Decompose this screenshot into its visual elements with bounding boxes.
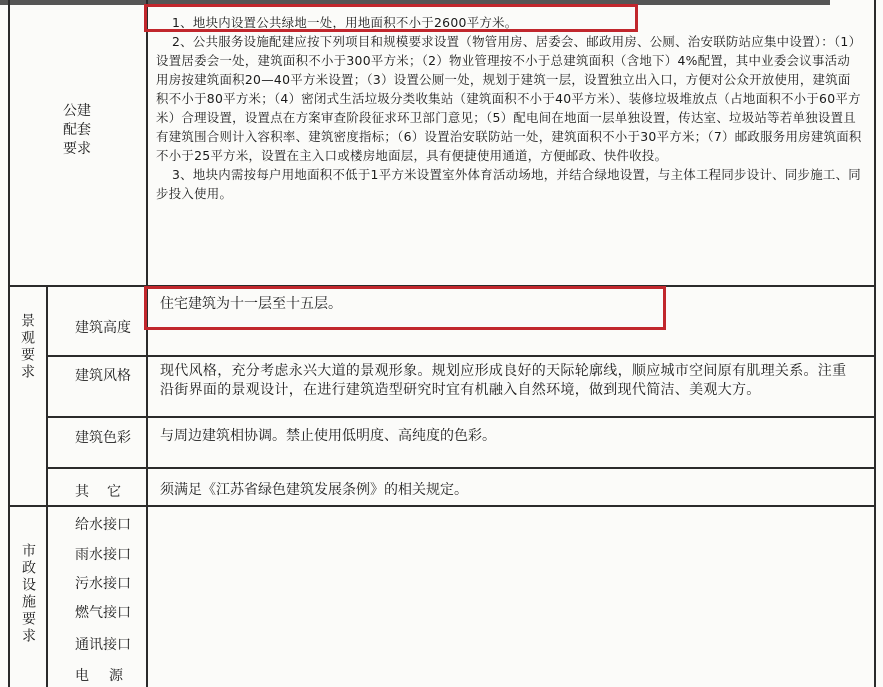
row-label-rainwater: 雨水接口	[75, 547, 131, 563]
other-content: 须满足《江苏省绿色建筑发展条例》的相关规定。	[160, 482, 468, 498]
row-divider	[46, 355, 876, 357]
row-label-sewage: 污水接口	[75, 576, 131, 592]
row-label-water-supply: 给水接口	[75, 517, 131, 533]
row-label-other: 其 它	[75, 484, 123, 500]
municipal-section-label: 市政设施要求	[20, 543, 36, 645]
row-label-telecom: 通讯接口	[75, 637, 131, 653]
public-facilities-label: 公建 配套 要求	[63, 103, 91, 157]
section-column-divider	[46, 287, 48, 687]
building-color-content: 与周边建筑相协调。禁止使用低明度、高纯度的色彩。	[160, 428, 496, 444]
building-style-content: 现代风格，充分考虑永兴大道的景观形象。规划应形成良好的天际轮廓线，顺应城市空间原有肌理关系。注重沿街界面的景观设计，在进行建筑造型研究时宜有机融入自然环境，做到现代简洁、美观大方。	[160, 363, 847, 398]
left-border	[8, 0, 10, 687]
row-label-power: 电 源	[75, 668, 126, 684]
row-divider	[46, 416, 876, 418]
row-label-building-style: 建筑风格	[75, 368, 131, 384]
highlight-box-greenspace	[144, 4, 638, 32]
row-divider	[46, 467, 876, 469]
row-label-building-color: 建筑色彩	[75, 430, 131, 446]
landscape-municipal-divider	[8, 505, 876, 507]
building-height-content: 住宅建筑为十一层至十五层。	[160, 296, 342, 312]
row-label-building-height: 建筑高度	[75, 320, 131, 336]
public-facilities-item-1: 1、地块内设置公共绿地一处，用地面积不小于2600平方米。	[172, 15, 518, 30]
content-column-divider	[146, 0, 148, 687]
landscape-section-label: 景观要求	[19, 313, 35, 381]
right-border	[874, 0, 876, 687]
row-label-gas: 燃气接口	[75, 605, 131, 621]
public-facilities-item-2: 2、公共服务设施配建应按下列项目和规模要求设置（物管用房、居委会、邮政用房、公厕、治安联防站应集中设置）：（1）设置居委会一处，建筑面积不小于300平方米；（2）物业管理按不小于总建筑面积（含地下）4%配置，其中业委会议事活动用房按建筑面积20—40平方米设置；（3）设置公厕一处，规划于建筑一层，设置独立出入口，方便对公众开放使用，建筑面积不小于80平方米；（4）密闭式生活垃圾分类收集站（建筑面积不小于40平方米）、装修垃圾堆放点（占地面积不小于60平方米）合理设置，设置点在方案审查阶段征求环卫部门意见；（5）配电间在地面一层单独设置，传达室、垃圾站等若单独设置且有建筑围合则计入容积率、建筑密度指标；（6）设置治安联防站一处，建筑面积不小于30平方米；（7）邮政服务用房建筑面积不小于25平方米，设置在主入口或楼房地面层，具有便捷使用通道，方便邮政、快件收投。	[156, 34, 862, 163]
public-facilities-item-3: 3、地块内需按每户用地面积不低于1平方米设置室外体育活动场地，并结合绿地设置，与主体工程同步设计、同步施工、同步投入使用。	[156, 167, 861, 201]
